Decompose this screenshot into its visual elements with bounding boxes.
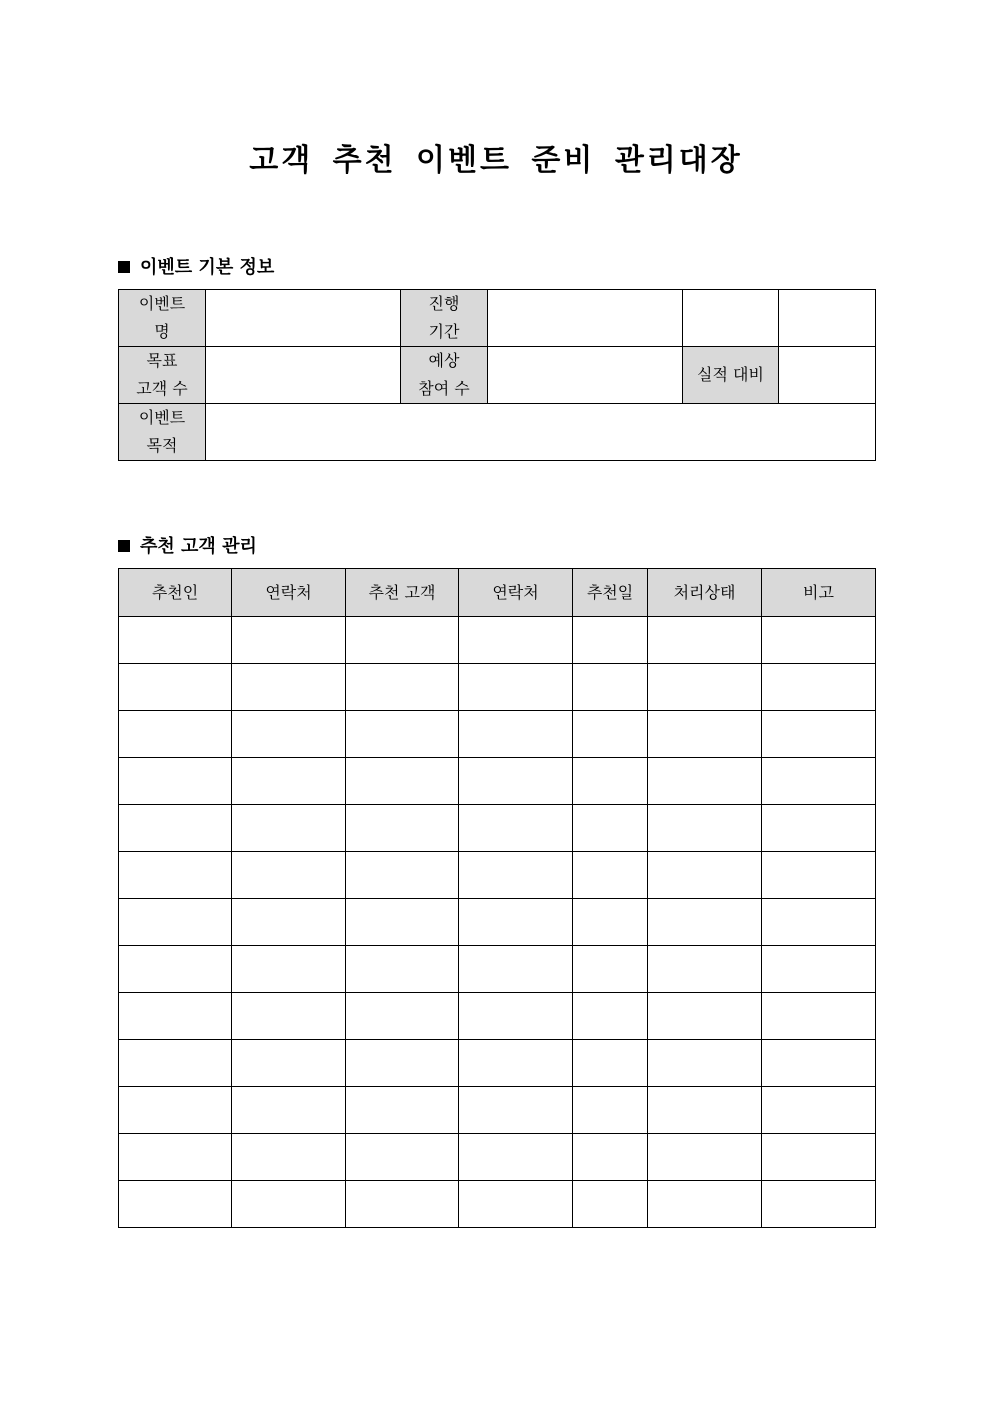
table-cell[interactable] [648, 758, 762, 805]
header-referral-date: 추천일 [573, 569, 648, 617]
table-cell[interactable] [762, 899, 876, 946]
table-cell[interactable] [762, 1087, 876, 1134]
table-row [119, 617, 876, 664]
table-cell[interactable] [119, 711, 232, 758]
document-title: 고객 추천 이벤트 준비 관리대장 [249, 143, 743, 178]
table-cell[interactable] [119, 758, 232, 805]
event-purpose-label: 이벤트 목적 [119, 404, 206, 461]
table-cell[interactable] [573, 946, 648, 993]
actual-vs-field[interactable] [779, 347, 876, 404]
table-cell[interactable] [648, 1040, 762, 1087]
expected-participants-field[interactable] [488, 347, 683, 404]
table-cell[interactable] [346, 852, 459, 899]
table-row [119, 946, 876, 993]
table-row [119, 852, 876, 899]
table-cell[interactable] [119, 1040, 232, 1087]
table-row [119, 758, 876, 805]
table-cell[interactable] [648, 664, 762, 711]
event-name-field[interactable] [206, 290, 401, 347]
table-cell[interactable] [648, 946, 762, 993]
table-cell[interactable] [459, 946, 573, 993]
table-cell[interactable] [573, 617, 648, 664]
table-cell[interactable] [648, 852, 762, 899]
section-heading-referral [118, 532, 257, 558]
table-cell[interactable] [346, 1087, 459, 1134]
table-cell[interactable] [762, 993, 876, 1040]
table-row [119, 1181, 876, 1228]
table-cell[interactable] [648, 1181, 762, 1228]
table-cell[interactable] [459, 899, 573, 946]
table-cell[interactable] [762, 852, 876, 899]
table-cell[interactable] [346, 617, 459, 664]
table-cell[interactable] [119, 1087, 232, 1134]
table-cell[interactable] [573, 711, 648, 758]
header-referred-customer: 추천 고객 [346, 569, 459, 617]
table-cell[interactable] [119, 617, 232, 664]
table-cell[interactable] [346, 993, 459, 1040]
table-cell[interactable] [648, 711, 762, 758]
table-cell[interactable] [648, 1087, 762, 1134]
table-row [119, 805, 876, 852]
table-cell[interactable] [648, 993, 762, 1040]
table-cell[interactable] [119, 664, 232, 711]
square-bullet-icon [118, 261, 130, 273]
header-notes: 비고 [762, 569, 876, 617]
table-cell[interactable] [346, 758, 459, 805]
table-cell[interactable] [573, 1040, 648, 1087]
table-cell[interactable] [573, 805, 648, 852]
header-referrer-contact: 연락처 [232, 569, 346, 617]
table-cell[interactable] [459, 758, 573, 805]
section-title: 추천 고객 관리 [140, 536, 257, 557]
table-cell[interactable] [762, 617, 876, 664]
table-cell[interactable] [346, 1040, 459, 1087]
table-cell[interactable] [346, 899, 459, 946]
table-cell[interactable] [459, 852, 573, 899]
blank-cell[interactable] [779, 290, 876, 347]
table-cell[interactable] [119, 805, 232, 852]
header-referrer: 추천인 [119, 569, 232, 617]
table-cell[interactable] [573, 758, 648, 805]
blank-cell[interactable] [683, 290, 779, 347]
event-info-table [118, 289, 876, 461]
table-cell[interactable] [232, 993, 346, 1040]
header-customer-contact: 연락처 [459, 569, 573, 617]
table-cell[interactable] [232, 946, 346, 993]
table-cell[interactable] [119, 1134, 232, 1181]
table-cell[interactable] [762, 758, 876, 805]
table-row [119, 711, 876, 758]
table-cell[interactable] [232, 1134, 346, 1181]
header-status: 처리상태 [648, 569, 762, 617]
table-cell[interactable] [232, 852, 346, 899]
table-row [119, 664, 876, 711]
table-row [119, 899, 876, 946]
section-heading-event-info [118, 253, 274, 279]
target-customers-label: 목표 고객 수 [119, 347, 206, 404]
table-cell[interactable] [459, 1040, 573, 1087]
referral-rows [119, 617, 876, 1228]
table-cell[interactable] [346, 946, 459, 993]
table-cell[interactable] [346, 1181, 459, 1228]
table-row [119, 1040, 876, 1087]
table-cell[interactable] [573, 1087, 648, 1134]
period-field[interactable] [488, 290, 683, 347]
table-cell[interactable] [346, 1134, 459, 1181]
table-cell[interactable] [232, 617, 346, 664]
table-cell[interactable] [119, 852, 232, 899]
square-bullet-icon [118, 540, 130, 552]
table-cell[interactable] [119, 899, 232, 946]
table-cell[interactable] [119, 946, 232, 993]
table-cell[interactable] [346, 711, 459, 758]
table-cell[interactable] [648, 899, 762, 946]
table-cell[interactable] [573, 1134, 648, 1181]
table-cell[interactable] [232, 664, 346, 711]
table-cell[interactable] [232, 711, 346, 758]
table-cell[interactable] [459, 1181, 573, 1228]
table-cell[interactable] [648, 805, 762, 852]
table-cell[interactable] [573, 899, 648, 946]
table-cell[interactable] [232, 1087, 346, 1134]
table-cell[interactable] [573, 993, 648, 1040]
event-name-label: 이벤트 명 [119, 290, 206, 347]
table-cell[interactable] [762, 805, 876, 852]
table-cell[interactable] [648, 1134, 762, 1181]
table-cell[interactable] [232, 1181, 346, 1228]
table-cell[interactable] [573, 852, 648, 899]
table-cell[interactable] [762, 946, 876, 993]
table-cell[interactable] [762, 1134, 876, 1181]
table-cell[interactable] [459, 993, 573, 1040]
referral-table [118, 568, 876, 1228]
table-cell[interactable] [459, 1087, 573, 1134]
table-cell[interactable] [232, 899, 346, 946]
table-cell[interactable] [232, 758, 346, 805]
table-cell[interactable] [459, 664, 573, 711]
actual-vs-label: 실적 대비 [683, 347, 779, 404]
expected-participants-label: 예상 참여 수 [401, 347, 488, 404]
table-cell[interactable] [119, 993, 232, 1040]
table-row [119, 993, 876, 1040]
table-cell[interactable] [119, 1181, 232, 1228]
table-row [119, 1134, 876, 1181]
table-cell[interactable] [459, 805, 573, 852]
table-cell[interactable] [573, 1181, 648, 1228]
target-customers-field[interactable] [206, 347, 401, 404]
table-cell[interactable] [573, 664, 648, 711]
table-cell[interactable] [762, 1181, 876, 1228]
table-cell[interactable] [346, 805, 459, 852]
table-cell[interactable] [762, 664, 876, 711]
table-cell[interactable] [648, 617, 762, 664]
table-cell[interactable] [459, 1134, 573, 1181]
section-title: 이벤트 기본 정보 [140, 257, 275, 278]
event-purpose-field[interactable] [206, 404, 876, 461]
table-row [119, 1087, 876, 1134]
period-label: 진행 기간 [401, 290, 488, 347]
table-cell[interactable] [232, 1040, 346, 1087]
table-cell[interactable] [346, 664, 459, 711]
table-cell[interactable] [762, 1040, 876, 1087]
table-cell[interactable] [232, 805, 346, 852]
table-cell[interactable] [762, 711, 876, 758]
table-cell[interactable] [459, 617, 573, 664]
table-cell[interactable] [459, 711, 573, 758]
